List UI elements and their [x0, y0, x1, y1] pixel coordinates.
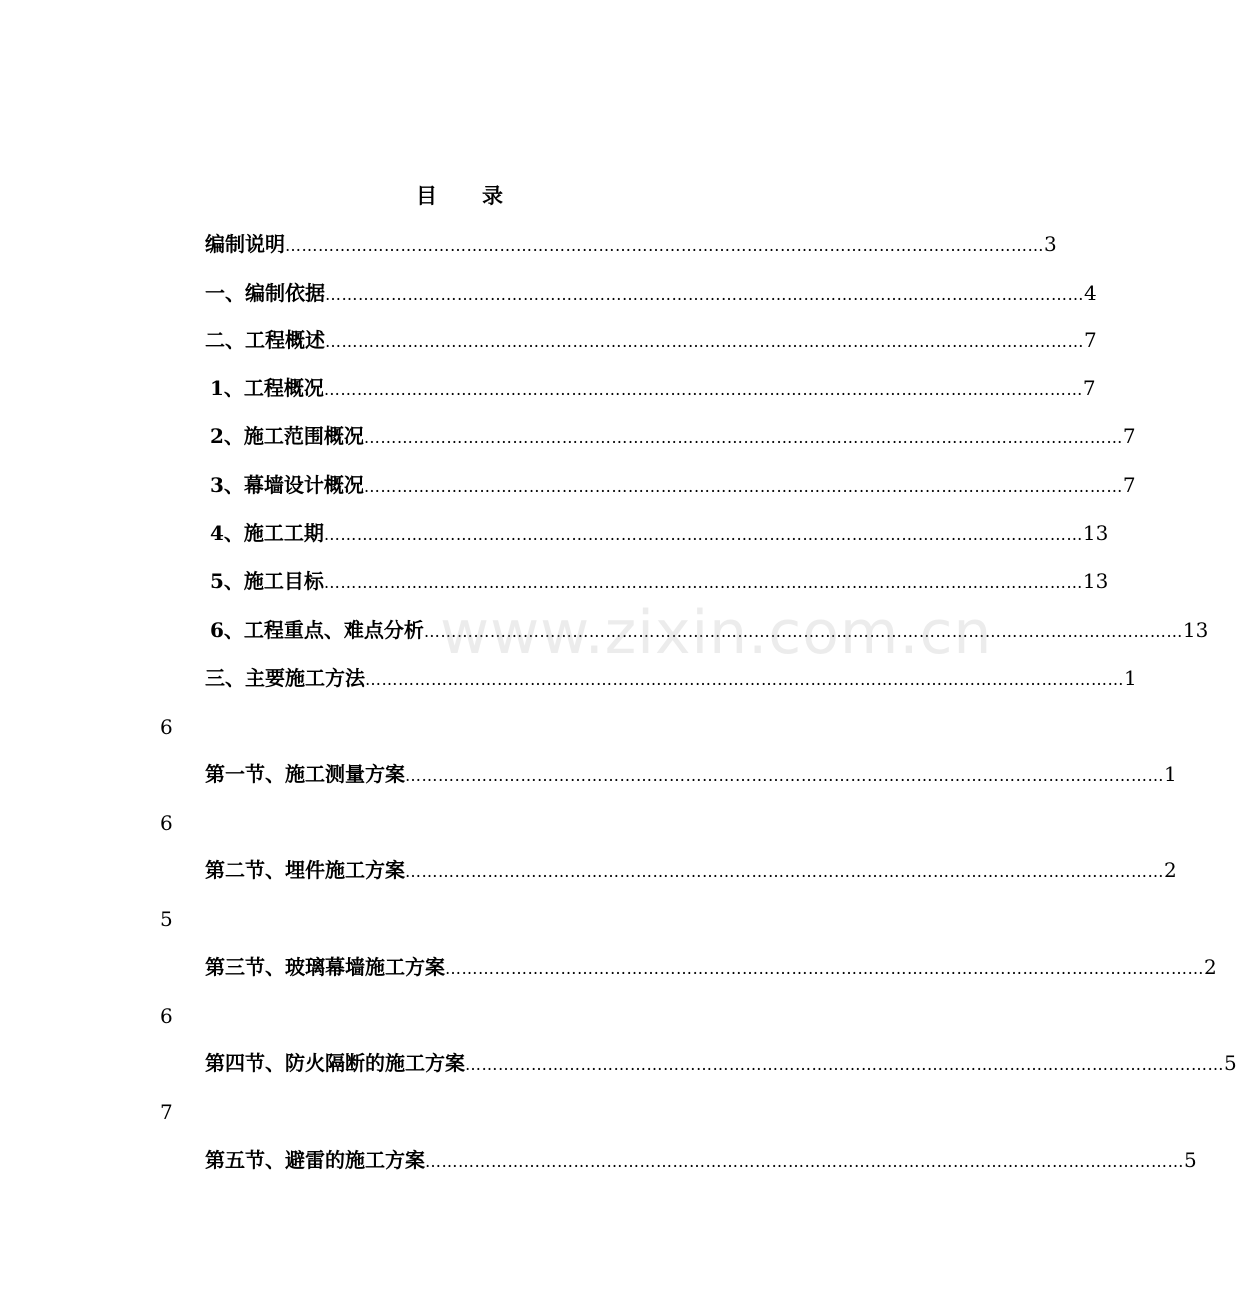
- toc-entry-label: 3、幕墙设计概况: [210, 473, 364, 497]
- toc-entry-page: 1: [1164, 762, 1177, 786]
- toc-leader-dots: [285, 232, 1044, 260]
- toc-entry-label: 第五节、避雷的施工方案: [205, 1148, 425, 1172]
- toc-leader-dots: [365, 666, 1124, 694]
- toc-entry-page: 3: [1044, 232, 1057, 256]
- toc-entry[interactable]: [210, 616, 1209, 644]
- toc-entry-label: 4、施工工期: [210, 521, 324, 545]
- toc-entry-page: 1: [1124, 666, 1137, 690]
- toc-leader-dots: [364, 473, 1123, 501]
- toc-leader-dots: [325, 328, 1084, 356]
- toc-entry-page: 7: [1084, 328, 1097, 352]
- toc-leader-dots: [405, 858, 1164, 886]
- toc-entry-label: 编制说明: [205, 232, 285, 256]
- toc-entry-label: 第四节、防火隔断的施工方案: [205, 1051, 465, 1075]
- toc-entry-label: 一、编制依据: [205, 281, 325, 305]
- toc-entry-page-continued: 6: [160, 715, 173, 739]
- toc-title-left: 目: [416, 183, 438, 208]
- toc-entry-page-continued: 7: [160, 1100, 173, 1124]
- toc-entry[interactable]: [210, 519, 1109, 547]
- toc-entry-label: 第一节、施工测量方案: [205, 762, 405, 786]
- toc-entry-label: 第二节、埋件施工方案: [205, 858, 405, 882]
- toc-leader-dots: [425, 1148, 1184, 1176]
- toc-leader-dots: [445, 955, 1204, 983]
- toc-leader-dots: [324, 569, 1083, 597]
- toc-entry-page: 13: [1082, 521, 1109, 545]
- toc-entry[interactable]: [205, 664, 1137, 692]
- toc-entry-page-continued: 5: [160, 907, 173, 931]
- toc-entry-page: 7: [1122, 473, 1136, 497]
- toc-title-right: 录: [482, 183, 504, 208]
- toc-leader-dots: [325, 281, 1084, 309]
- toc-entry-page: 7: [1122, 424, 1136, 448]
- toc-entry-label: 5、施工目标: [210, 569, 324, 593]
- toc-leader-dots: [324, 521, 1083, 549]
- toc-entry[interactable]: [210, 374, 1096, 402]
- toc-entry-label: 1、工程概况: [210, 376, 324, 400]
- toc-leader-dots: [364, 424, 1123, 452]
- toc-entry[interactable]: [205, 856, 1177, 884]
- toc-title: [0, 180, 920, 210]
- toc-entry[interactable]: [210, 422, 1136, 450]
- toc-entry-page: 13: [1182, 618, 1209, 642]
- toc-entry[interactable]: [205, 1049, 1237, 1077]
- toc-entry[interactable]: [205, 760, 1177, 788]
- toc-entry-page: 13: [1082, 569, 1109, 593]
- toc-entry-label: 二、工程概述: [205, 328, 325, 352]
- toc-entry[interactable]: [205, 326, 1097, 354]
- toc-entry-label: 2、施工范围概况: [210, 424, 364, 448]
- toc-entry-page-continued: 6: [160, 1004, 173, 1028]
- toc-entry-page-continued: 6: [160, 811, 173, 835]
- toc-leader-dots: [405, 762, 1164, 790]
- toc-entry[interactable]: [210, 567, 1109, 595]
- toc-entry[interactable]: [205, 953, 1217, 981]
- toc-entry-label: 三、主要施工方法: [205, 666, 365, 690]
- toc-entry-page: 7: [1082, 376, 1096, 400]
- toc-entry[interactable]: [205, 279, 1097, 307]
- toc-entry[interactable]: [210, 471, 1136, 499]
- toc-entry-page: 2: [1164, 858, 1177, 882]
- toc-leader-dots: [324, 376, 1083, 404]
- toc-entry-page: 4: [1084, 281, 1097, 305]
- toc-leader-dots: [424, 618, 1183, 646]
- toc-entry[interactable]: [205, 1146, 1197, 1174]
- toc-entry-page: 5: [1184, 1148, 1197, 1172]
- toc-entry-page: 2: [1204, 955, 1217, 979]
- toc-entry-page: 5: [1224, 1051, 1237, 1075]
- toc-entry[interactable]: [205, 230, 1057, 258]
- toc-entry-label: 6、工程重点、难点分析: [210, 618, 424, 642]
- watermark: www.zixin.com.cn: [440, 598, 993, 668]
- toc-leader-dots: [465, 1051, 1224, 1079]
- toc-entry-label: 第三节、玻璃幕墙施工方案: [205, 955, 445, 979]
